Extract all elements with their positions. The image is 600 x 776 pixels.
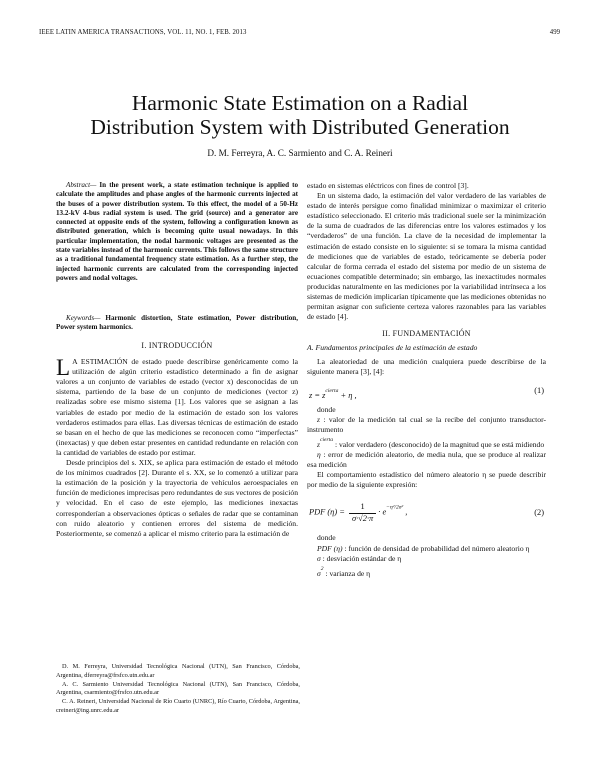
abstract-label: Abstract— (66, 181, 97, 189)
definition-z-text: : valor de la medición tal cual se la recibe del conjunto transductor-instrumento (307, 414, 546, 434)
definition-pdf: PDF (η) : función de densidad de probabilidad del número aleatorio η (317, 543, 530, 553)
paper-title-line2: Distribution System with Distributed Generation (90, 115, 510, 139)
intro-heading: I. INTRODUCCIÓN (141, 341, 213, 350)
equation-2-fraction: $\frac{1}{\sigma\cdot√2\cdot\pi}$ (349, 502, 376, 523)
definition-sigma2-text: : varianza de η (325, 568, 371, 578)
author-list: D. M. Ferreyra, A. C. Sarmiento and C. A. Reineri (207, 148, 393, 158)
equation-2-body: PDF (η) = $\frac{1}{\sigma\cdot√2\cdot\pi}$ · $e^{-\eta^2/2\sigma^2}$ , (309, 502, 408, 523)
page-number: 499 (549, 29, 560, 36)
definition-z-true: $z^{cierta}$ : valor verdadero (desconocido) de la magnitud que se está midiendo (317, 436, 545, 449)
intro-section (56, 341, 298, 539)
definition-sigma2: $\sigma^2$ : varianza de η (317, 565, 371, 578)
definition-eta-text: : error de medición aleatorio, de media nula, que se produce al realizar esa medición (307, 450, 546, 470)
equation-2-number: (2) (534, 508, 544, 518)
donde-2: donde (317, 533, 336, 543)
footnote-3: C. A. Reineri, Universidad Nacional de Río Cuarto (UNRC), Río Cuarto, Córdoba, Argentina, creineri@ing.unrc.edu.ar (56, 698, 300, 714)
definition-eta: η : error de medición aleatorio, de media nula, que se produce al realizar esa medición (307, 450, 546, 470)
drop-cap: L (56, 355, 71, 381)
definition-sigma-text: : desviación estándar de η (322, 553, 402, 563)
equation-1-number: (1) (534, 385, 544, 395)
footnote-1: D. M. Ferreyra, Universidad Tecnológica Nacional (UTN), San Francisco, Córdoba, Argentina, dferreyra@frsfco.utn.edu.ar (56, 663, 300, 679)
keywords-label: Keywords— (66, 314, 101, 322)
definition-pdf-text: : función de densidad de probabilidad del número aleatorio η (344, 543, 530, 553)
continuation-text: estado en sistemas eléctricos con fines de control [3]. (307, 181, 469, 190)
equation-1 (307, 383, 546, 401)
randomness-paragraph: La aleatoriedad de una medición cualquiera puede describirse de la siguiente manera [3], [4]: (307, 356, 546, 376)
footnotes (56, 663, 300, 716)
journal-header: IEEE LATIN AMERICA TRANSACTIONS, VOL. 11, NO. 1, FEB. 2013 (39, 29, 247, 36)
keywords (56, 314, 298, 333)
equation-1-body: $z = z^{cierta} + \eta$ , (309, 387, 357, 400)
donde-1: donde (317, 404, 336, 414)
equation-2 (307, 494, 546, 530)
paper-title-line1: Harmonic State Estimation on a Radial (131, 91, 469, 115)
definition-sigma: σ : desviación estándar de η (317, 553, 402, 563)
subsection-a-heading: A. Fundamentos principales de la estimación de estado (307, 343, 478, 353)
right-column (307, 181, 546, 579)
definition-z: z : valor de la medición tal cual se la recibe del conjunto transductor-instrumento (307, 414, 546, 434)
abstract (56, 181, 298, 283)
keywords-text: Harmonic distortion, State estimation, Power distribution, Power system harmonics. (56, 314, 298, 332)
statistical-paragraph: El comportamiento estadístico del número aleatorio η se puede describir por medio de la siguiente expresión: (307, 470, 546, 490)
abstract-text: In the present work, a state estimation technique is applied to calculate the amplitudes and phase angles of the harmonic currents injected at the buses of a power distribution system. To this effect, the model of a 50-Hz 13.2-kV 4-bus radial system is used. The grid (source) and a generator are connected at opposite ends of the system, following a configuration known as distributed generation, which is becoming quite usual nowadays. In this particular implementation, the nodal harmonic voltages are presented as the state variables instead of the harmonic currents. This follows the same structure as a traditional fundamental frequency state estimation. As a further step, the injected harmonic currents are calculated from the corresponding injected powers and nodal voltages. (56, 181, 298, 282)
section-2-heading: II. FUNDAMENTACIÓN (382, 329, 471, 339)
definition-z-true-text: : valor verdadero (desconocido) de la magnitud que se está midiendo (334, 439, 545, 449)
footnote-2: A. C. Sarmiento Universidad Tecnológica Nacional (UTN), San Francisco, Córdoba, Argentina, csarmiento@frsfco.utn.edu.ar (56, 680, 300, 697)
intro-paragraph-1 (56, 357, 298, 458)
intro-paragraph-1-text: A ESTIMACIÓN de estado puede describirse genéricamente como la utilización de algún criterio estadístico determinado a fin de asignar valores a un conjunto de variables de estado (vector x) desconocidas de un sistema, partiendo de la base de un conjunto de mediciones (vector z) realizadas sobre ese mismo sistema [1]. Los valores que se asignan a las variables de estado por medio de la estimación de estado son los valores verdaderos estimados para ellas. Las diversas técnicas de estimación de estado se basan en el hecho de que las mediciones se reconocen como “imperfectas” (inexactas) y que deben estar presentes en cantidad redundante en relación con la cantidad de variables de estado por estimar. (56, 357, 298, 457)
intro-paragraph-2: Desde principios del s. XIX, se aplica para estimación de estado el método de los mínimos cuadrados [2]. Durante el s. XX, se lo comenzó a utilizar para la estimación de la posición y la trayectoria de vehículos aeroespaciales en función de mediciones imprecisas pero redundantes de sus vectores de posición y velocidad. En el caso de este ejemplo, las mediciones inexactas corresponderían a observaciones ópticas o señales de radar que se contaminan con ruido aleatorio y contienen errores del sistema de medición. Posteriormente, se comenzó a aplicar el mismo criterio para la estimación de (56, 458, 298, 538)
state-estimation-paragraph: En un sistema dado, la estimación del valor verdadero de las variables de estado de interés persigue como finalidad minimizar o maximizar el criterio estadístico seleccionado. El criterio más tradicional suele ser la minimización de la suma de cuadrados de las diferencias entre los valores estimados y los “verdaderos” de una función. La clave de la necesidad de implementar la estimación de estado consiste en lo siguiente: si se tomara la misma cantidad de mediciones que de variables de estado, teóricamente se debería poder calcular de forma cerrada el estado del sistema por medio de un sistema de ecuaciones compatible determinado; sin embargo, las inexactitudes normales producidas naturalmente en las mediciones por la variabilidad intrínseca a los sistemas de medición implicarían típicamente que las mediciones obtenidas no permitan asignar con suficiente certeza valores razonables para las variables de estado [4]. (307, 191, 546, 322)
